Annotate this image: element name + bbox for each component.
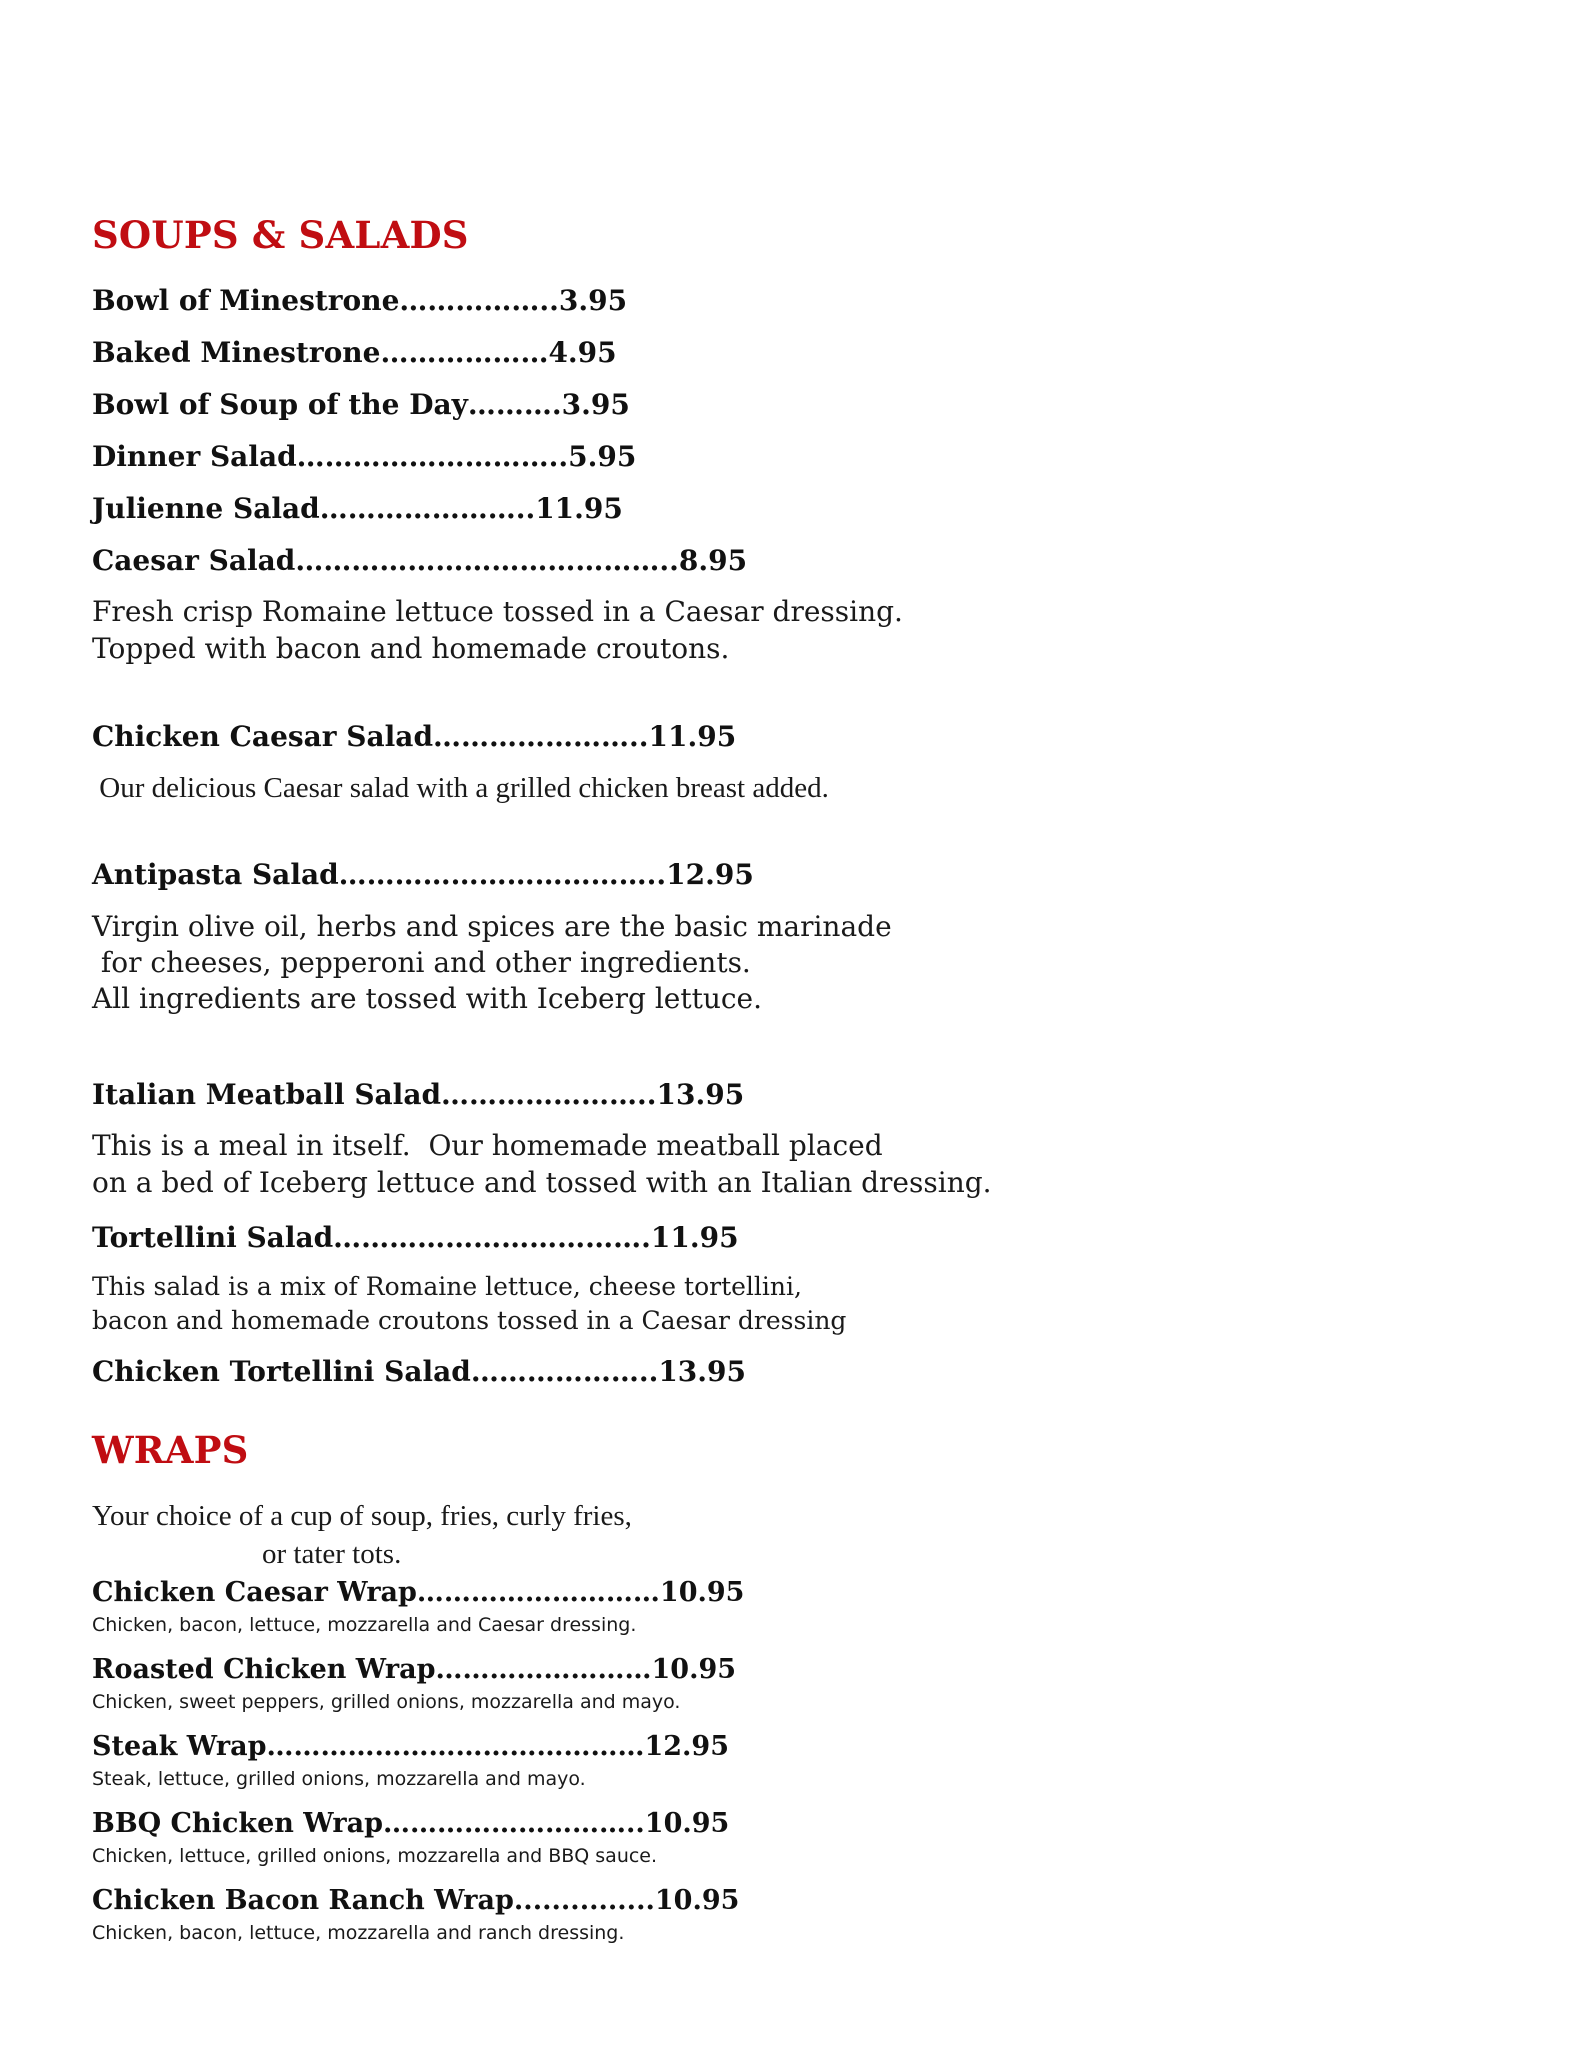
menu-item-italian-meatball-salad: Italian Meatball Salad…………………..13.95 bbox=[92, 1078, 745, 1111]
menu-item-tortellini-salad: Tortellini Salad…………………………….11.95 bbox=[92, 1221, 739, 1254]
menu-item-soup-of-the-day: Bowl of Soup of the Day……….3.95 bbox=[92, 388, 630, 421]
menu-item-roasted-chicken-wrap: Roasted Chicken Wrap……………………10.95 bbox=[92, 1654, 737, 1685]
chicken-caesar-salad-description: Our delicious Caesar salad with a grilled chicken breast added. bbox=[92, 772, 829, 804]
menu-item-chicken-bacon-ranch-wrap: Chicken Bacon Ranch Wrap...............10.95 bbox=[92, 1885, 740, 1916]
tortellini-salad-description: This salad is a mix of Romaine lettuce, cheese tortellini, bbox=[92, 1272, 802, 1301]
menu-item-julienne-salad: Julienne Salad…………………..11.95 bbox=[92, 492, 623, 525]
wraps-intro: or tater tots. bbox=[262, 1538, 402, 1570]
antipasta-salad-description: Virgin olive oil, herbs and spices are the basic marinade bbox=[92, 910, 892, 943]
section-heading-wraps: WRAPS bbox=[92, 1428, 249, 1472]
italian-meatball-salad-description: This is a meal in itself. Our homemade meatball placed bbox=[92, 1129, 883, 1162]
menu-item-bowl-of-minestrone: Bowl of Minestrone……………..3.95 bbox=[92, 284, 628, 317]
menu-item-dinner-salad: Dinner Salad………………………..5.95 bbox=[92, 440, 637, 473]
chicken-caesar-wrap-description: Chicken, bacon, lettuce, mozzarella and Caesar dressing. bbox=[92, 1614, 637, 1636]
menu-item-steak-wrap: Steak Wrap……………………………………12.95 bbox=[92, 1731, 730, 1762]
menu-item-chicken-tortellini-salad: Chicken Tortellini Salad………………..13.95 bbox=[92, 1355, 746, 1388]
section-heading-soups-salads: SOUPS & SALADS bbox=[92, 213, 469, 257]
wraps-intro: Your choice of a cup of soup, fries, curly fries, bbox=[92, 1500, 632, 1532]
italian-meatball-salad-description: on a bed of Iceberg lettuce and tossed with an Italian dressing. bbox=[92, 1166, 992, 1199]
menu-item-caesar-salad: Caesar Salad…………………………………..8.95 bbox=[92, 544, 748, 577]
bbq-chicken-wrap-description: Chicken, lettuce, grilled onions, mozzarella and BBQ sauce. bbox=[92, 1845, 658, 1867]
steak-wrap-description: Steak, lettuce, grilled onions, mozzarella and mayo. bbox=[92, 1768, 586, 1790]
roasted-chicken-wrap-description: Chicken, sweet peppers, grilled onions, mozzarella and mayo. bbox=[92, 1691, 681, 1713]
antipasta-salad-description: for cheeses, pepperoni and other ingredients. bbox=[92, 946, 751, 979]
menu-item-baked-minestrone: Baked Minestrone………………4.95 bbox=[92, 336, 617, 369]
antipasta-salad-description: All ingredients are tossed with Iceberg lettuce. bbox=[92, 982, 763, 1015]
tortellini-salad-description: bacon and homemade croutons tossed in a Caesar dressing bbox=[92, 1306, 847, 1335]
menu-item-antipasta-salad: Antipasta Salad……………………………..12.95 bbox=[92, 858, 754, 891]
menu-item-chicken-caesar-salad: Chicken Caesar Salad…………………..11.95 bbox=[92, 720, 737, 753]
chicken-bacon-ranch-wrap-description: Chicken, bacon, lettuce, mozzarella and ranch dressing. bbox=[92, 1922, 625, 1944]
menu-item-bbq-chicken-wrap: BBQ Chicken Wrap………………………..10.95 bbox=[92, 1808, 730, 1839]
menu-item-chicken-caesar-wrap: Chicken Caesar Wrap………………………10.95 bbox=[92, 1577, 745, 1608]
caesar-salad-description: Fresh crisp Romaine lettuce tossed in a Caesar dressing. bbox=[92, 595, 903, 628]
caesar-salad-description: Topped with bacon and homemade croutons. bbox=[92, 632, 730, 665]
